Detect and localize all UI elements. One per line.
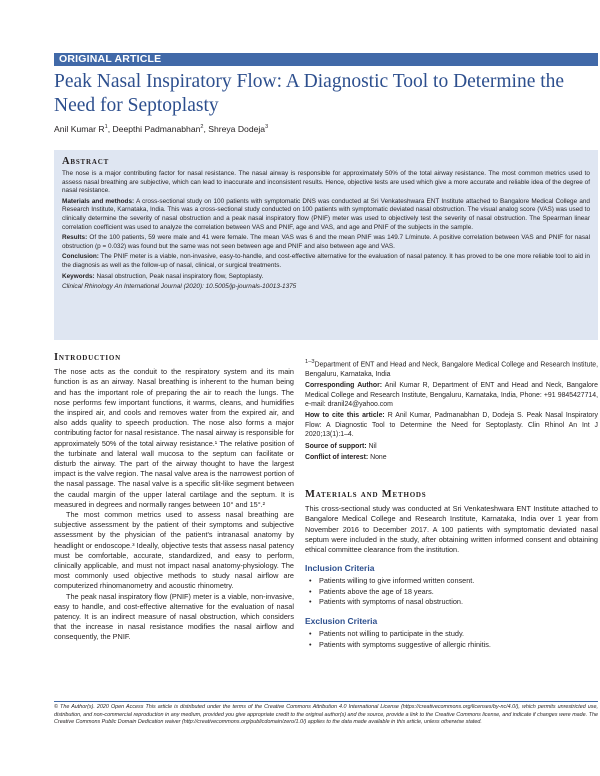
abstract-results [62, 234, 590, 251]
author-name: Anil Kumar R [54, 124, 105, 134]
source-of-support-value: Nil [368, 442, 377, 450]
author-name: Deepthi Padmanabhan [112, 124, 201, 134]
author-name: Shreya Dodeja [208, 124, 266, 134]
list-item: • Patients with symptoms of nasal obstruction. [319, 597, 598, 608]
abstract-keywords-text: Nasal obstruction, Peak nasal inspiratory flow, Septoplasty. [96, 272, 264, 280]
inclusion-criteria-list [305, 576, 598, 608]
how-to-cite [305, 411, 598, 439]
inclusion-criteria-heading: Inclusion Criteria [305, 563, 375, 574]
list-item: • Patients above the age of 18 years. [319, 587, 598, 598]
conflict-of-interest [305, 453, 598, 462]
author-list: Anil Kumar $R^1$, Deepthi Padmanabhan$^2$, Shreya Dodeja$^3$ [54, 124, 269, 134]
list-item: • Patients with symptoms suggestive of allergic rhinitis. [319, 640, 598, 651]
intro-paragraph-1: The nose acts as the conduit to the respiratory system and its main function is as an airway. Nasal breathing is inherent to the human being and has the important role of preparing the air to reach the lungs. The nose performs few important functions, it warms, cleans, and humidifies the inspired air, and cools and removes water from the expired air, and also adds quality to speech production. The nose also forms a major contributing factor for nasal resistance. The nasal airway is responsible for approximately 50% of the total airway resistance.¹ The relative position of the turbinate and lateral wall mucosa to the septum can facilitate or disturb the airway. The part of the airway thought to have the largest impact is the valve region. The nasal valve area is the narrowest portion of the nasal passage. The nasal valve is a specific slit-like segment between the caudal margin of the upper lateral cartilage and the septum. It is measured in degrees and normally ranges between 10° and 15°.² [54, 367, 294, 509]
exclusion-criteria-list [305, 629, 598, 650]
abstract-conclusion-label: Conclusion: [62, 253, 99, 261]
journal-citation: Clinical Rhinology An International Journal (2020): 10.5005/jp-journals-10013-1375 [62, 283, 297, 291]
abstract-conclusion-text: The PNIF meter is a viable, non-invasive, easy-to-handle, and cost-effective alternative for the evaluation of nasal patency. It has proved to be one more reliable tool to aid in the diagnosis as well as the follow-up of nasal, clinical, or surgical treatments. [62, 253, 590, 269]
article-title: Peak Nasal Inspiratory Flow: A Diagnostic Tool to Determine the Need for Septoplasty [54, 71, 565, 116]
abstract-methods [62, 198, 590, 232]
abstract-keywords [62, 273, 590, 282]
abstract-methods-label: Materials and methods: [62, 197, 135, 205]
author-notes [305, 358, 598, 464]
list-item: • Patients not willing to participate in the study. [319, 629, 598, 640]
abstract-methods-text: A cross-sectional study on 100 patients with symptomatic DNS was conducted at Sri Venkateshwara ENT Institute attached to Bangalore Medical College and Research Institute, Karnataka, India. This was a cross-sectional study conducted on 100 patients with symptomatic deviated nasal obstruction. The visual analog score (VAS) was used to clinically determine the severity of nasal obstruction and a peak nasal inspiratory flow (PNIF) meter was used to objectively test the severity of nasal obstruction. The Spearman linear correlation coefficient was used to analyze the correlation between VAS and PNIF, age and VAS, and age and PNIF of the subjects in the sample. [62, 197, 590, 231]
affiliation-text: Department of ENT and Head and Neck, Bangalore Medical College and Research Institute, Bengaluru, Karnataka, India [305, 361, 598, 378]
affiliation-note [305, 358, 598, 379]
abstract-results-text: Of the 100 patients, 59 were male and 41 were female. The mean VAS was 6 and the mean PNIF was 149.7 L/minute. A positive correlation between VAS and PNIF for nasal obstruction (p = 0.032) was found but the same was not seen between age and PNIF and also between age and VAS. [62, 234, 590, 250]
right-column [305, 490, 598, 650]
conflict-of-interest-value: None [370, 453, 387, 461]
license-footer: © The Author(s). 2020 Open Access This article is distributed under the terms of the Creative Commons Attribution 4.0 International License (https://creativecommons.org/licenses/by-nc/4.0/), which permits unrestricted use, distribution, and non-commercial reproduction in any medium, provided you give appropriate credit to the original author(s) and the source, provide a link to the Creative Commons license, and indicate if changes were made. The Creative Commons Public Domain Dedication waiver (http://creativecommons.org/publicdomain/zero/1.0/) applies to the data made available in this article, unless otherwise stated. [54, 704, 598, 726]
conflict-of-interest-label: Conflict of interest: [305, 453, 369, 461]
corresponding-author [305, 381, 598, 409]
author-affiliation-mark: 2 [200, 124, 204, 131]
abstract-conclusion [62, 253, 590, 270]
abstract-intro: The nose is a major contributing factor for nasal resistance. The nasal airway is responsible for approximately 50% of the total airway resistance. The most common metrics used to assess nasal breathing are subjective, which can lead to inaccurate and inconsistent results. Hence, objective tests are used which give a more accurate and reliable idea of the degree of nasal resistance. [62, 170, 590, 195]
left-column [54, 353, 294, 643]
list-item: • Patients willing to give informed written consent. [319, 576, 598, 587]
abstract-results-label: Results: [62, 234, 88, 242]
affiliation-marks: 1–3 [305, 359, 315, 365]
methods-paragraph: This cross-sectional study was conducted at Sri Venkateshwara ENT Institute attached to Bangalore Medical College and Research Institute, Karnataka, India over 1 year from November 2016 to December 2017. A 100 patients with symptomatic deviated nasal septum were included in the study, after obtaining written informed consent and obtaining ethical committee clearance from the institution. [305, 504, 598, 555]
how-to-cite-label: How to cite this article: [305, 412, 385, 420]
abstract-heading: Abstract [62, 156, 110, 167]
corresponding-author-label: Corresponding Author: [305, 382, 383, 390]
footer-divider [54, 701, 598, 702]
author-affiliation-mark: 1 [104, 124, 108, 131]
source-of-support [305, 442, 598, 451]
methods-heading: Materials and Methods [305, 489, 427, 500]
intro-paragraph-2: The most common metrics used to assess nasal breathing are subjective assessment by the patient of their symptoms and subjective assessment by the physician of the patient's intranasal anatomy by headlight or endoscope.³ Ideally, objective tests that assess nasal patency must be comfortable, accurate, standardized, and easy to perform, clinically applicable, and must not impact nasal anatomy-physiology. The most commonly used objective methods to study nasal airflow are computerized rhinomanometry and acoustic rhinometry. [54, 510, 294, 591]
exclusion-criteria-heading: Exclusion Criteria [305, 615, 378, 626]
introduction-heading: Introduction [54, 352, 121, 363]
corresponding-author-text: Anil Kumar R, Department of ENT and Head and Neck, Bangalore Medical College and Research Institute, Bengaluru, Karnataka, India, Phone: +91 9845427714, e-mail: dranil24@yahoo.com [305, 382, 598, 408]
abstract-keywords-label: Keywords: [62, 272, 95, 280]
abstract-box [54, 150, 598, 340]
source-of-support-label: Source of support: [305, 442, 367, 450]
author-affiliation-mark: 3 [265, 124, 269, 131]
article-type-banner: ORIGINAL ARTICLE [54, 53, 598, 66]
intro-paragraph-3: The peak nasal inspiratory flow (PNIF) meter is a viable, non-invasive, easy to handle, and cost-effective alternative for the evaluation of nasal patency. It is an indirect measure of nasal obstruction, which considers that the increase in nasal resistance modifies the nasal airflow and consequently, the PNIF. [54, 591, 294, 642]
how-to-cite-text: R Anil Kumar, Padmanabhan D, Dodeja S. Peak Nasal Inspiratory Flow: A Diagnostic Tool to Determine the Need for Septoplasty. Clin Rhinol An Int J 2020;13(1):1–4. [305, 412, 598, 439]
